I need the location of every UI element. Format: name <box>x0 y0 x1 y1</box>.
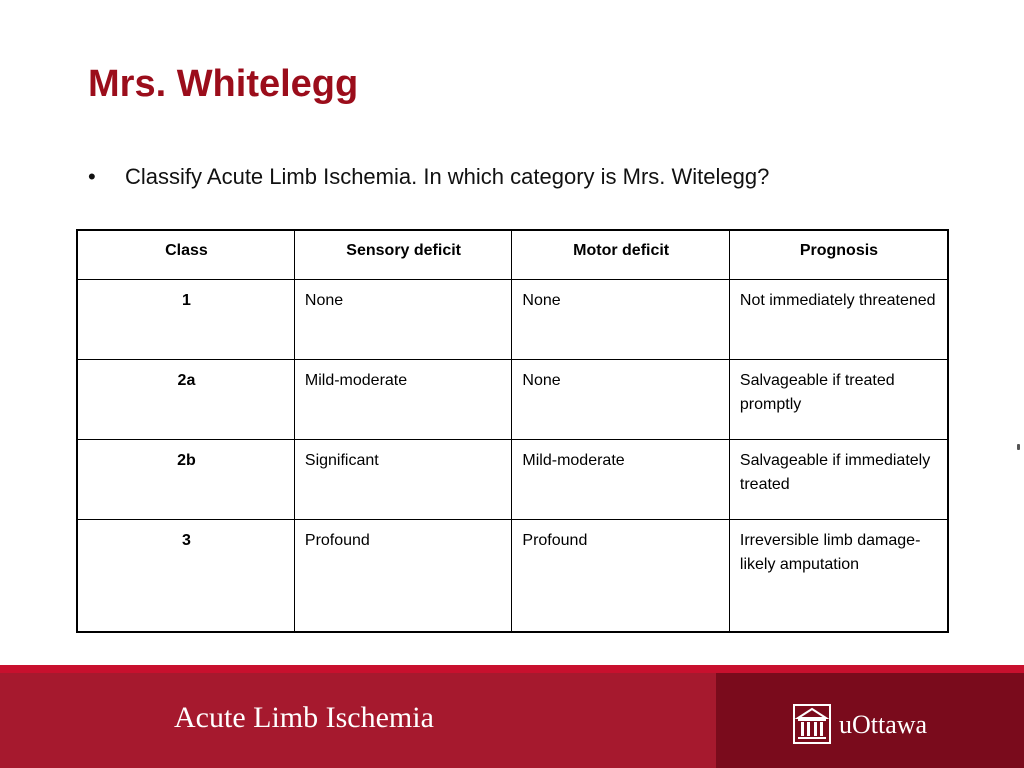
cell-motor: None <box>512 360 729 440</box>
cell-motor: Profound <box>512 520 729 632</box>
cell-prognosis: Irreversible limb damage- likely amputation <box>729 520 948 632</box>
cell-motor: Mild-moderate <box>512 440 729 520</box>
header-motor-deficit: Motor deficit <box>512 230 729 280</box>
cell-prognosis: Salvageable if treated promptly <box>729 360 948 440</box>
header-class: Class <box>77 230 294 280</box>
decorative-mark <box>1017 444 1020 450</box>
cell-class: 2b <box>77 440 294 520</box>
footer-bar <box>0 673 1024 768</box>
table-row <box>77 440 948 520</box>
slide-title: Mrs. Whitelegg <box>88 63 359 105</box>
cell-motor: None <box>512 280 729 360</box>
table-row <box>77 520 948 632</box>
bullet-marker: • <box>88 164 96 189</box>
table-row <box>77 360 948 440</box>
logo-text: uOttawa <box>839 710 928 739</box>
cell-sensory: Mild-moderate <box>294 360 512 440</box>
cell-class: 1 <box>77 280 294 360</box>
cell-sensory: Significant <box>294 440 512 520</box>
header-prognosis: Prognosis <box>729 230 948 280</box>
university-building-icon <box>793 704 831 744</box>
footer-accent-line <box>0 665 1024 673</box>
cell-class: 2a <box>77 360 294 440</box>
cell-prognosis: Not immediately threatened <box>729 280 948 360</box>
cell-sensory: Profound <box>294 520 512 632</box>
bullet-text: Classify Acute Limb Ischemia. In which category is Mrs. Witelegg? <box>125 164 770 189</box>
cell-prognosis: Salvageable if immediately treated <box>729 440 948 520</box>
cell-class: 3 <box>77 520 294 632</box>
cell-sensory: None <box>294 280 512 360</box>
footer-title: Acute Limb Ischemia <box>174 701 434 734</box>
table-row <box>77 280 948 360</box>
classification-table <box>76 229 949 633</box>
header-sensory-deficit: Sensory deficit <box>294 230 512 280</box>
table-header-row <box>77 230 948 280</box>
